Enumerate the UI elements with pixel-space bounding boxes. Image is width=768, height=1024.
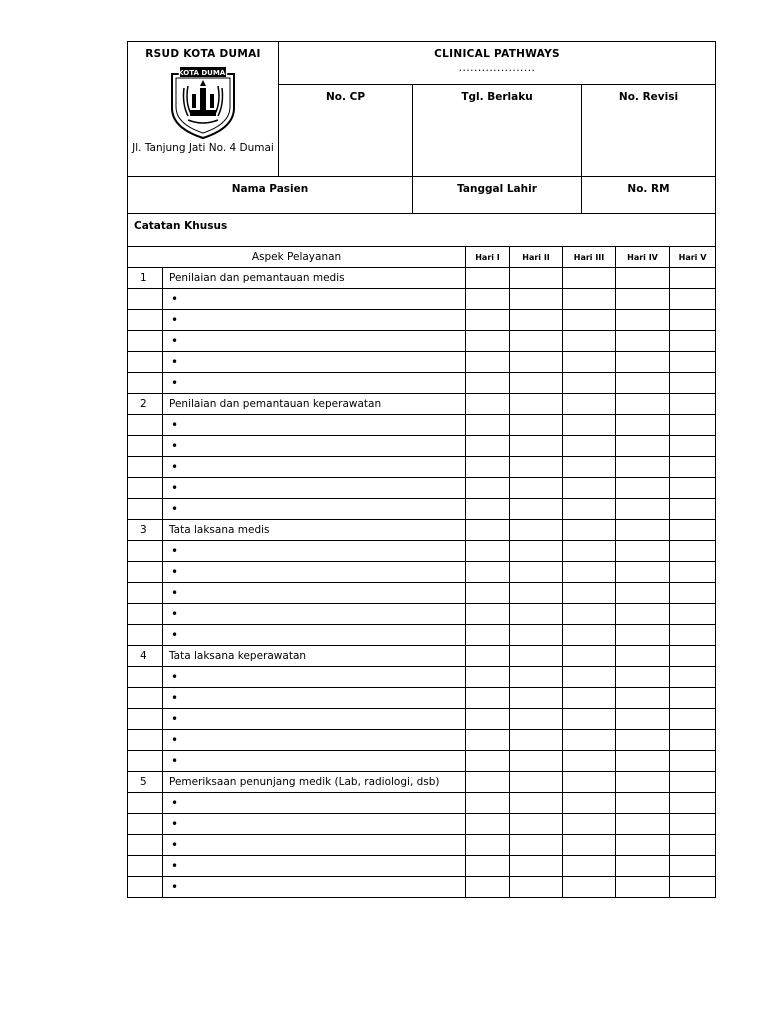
logo-text: KOTA DUMAI [178,69,228,77]
day-cell[interactable] [563,793,616,814]
bullet-row [128,835,716,856]
bullet-row [128,541,716,562]
day-cell[interactable] [466,793,510,814]
day-cell[interactable] [670,646,716,667]
day-cell[interactable] [563,562,616,583]
day-cell[interactable] [466,688,510,709]
bullet-row [128,583,716,604]
day-cell[interactable] [616,394,670,415]
empty-number-cell [128,730,163,751]
day-cell[interactable] [510,373,563,394]
day-cell[interactable] [670,541,716,562]
day-cell[interactable] [563,541,616,562]
day-cell[interactable] [616,814,670,835]
bullet-item[interactable] [163,688,466,709]
empty-number-cell [128,688,163,709]
day-cell[interactable] [510,478,563,499]
day-cell[interactable] [466,373,510,394]
bullet-item[interactable] [163,604,466,625]
day-cell[interactable] [563,814,616,835]
day-cell[interactable] [563,457,616,478]
day-cell[interactable] [466,751,510,772]
bullet-marker: • [171,460,179,474]
day-header-1: Hari I [466,247,510,268]
day-cell[interactable] [670,688,716,709]
section-row [128,646,716,667]
day-cell[interactable] [510,583,563,604]
bullet-row [128,415,716,436]
empty-number-cell [128,331,163,352]
form-title: CLINICAL PATHWAYS [434,48,560,60]
bullet-row [128,352,716,373]
day-cell[interactable] [670,499,716,520]
day-cell[interactable] [510,457,563,478]
bullet-item[interactable] [163,562,466,583]
bullet-item[interactable] [163,373,466,394]
day-cell[interactable] [510,667,563,688]
day-cell[interactable] [670,331,716,352]
section-number: 1 [128,268,163,289]
day-cell[interactable] [510,499,563,520]
day-cell[interactable] [670,373,716,394]
day-cell[interactable] [563,289,616,310]
day-cell[interactable] [563,709,616,730]
day-cell[interactable] [616,331,670,352]
day-cell[interactable] [670,793,716,814]
day-cell[interactable] [510,625,563,646]
day-cell[interactable] [466,562,510,583]
day-cell[interactable] [466,730,510,751]
bullet-row [128,667,716,688]
day-cell[interactable] [510,310,563,331]
bullet-marker: • [171,796,179,810]
bullet-marker: • [171,691,179,705]
empty-number-cell [128,436,163,457]
clinical-pathway-form [127,41,715,898]
bullet-marker: • [171,502,179,516]
bullet-marker: • [171,817,179,831]
title-cell [279,42,716,85]
bullet-item[interactable] [163,310,466,331]
day-cell[interactable] [616,667,670,688]
bullet-item[interactable] [163,709,466,730]
day-cell[interactable] [616,520,670,541]
day-header-3: Hari III [563,247,616,268]
bullet-row [128,709,716,730]
day-cell[interactable] [670,877,716,898]
bullet-item[interactable] [163,289,466,310]
empty-number-cell [128,625,163,646]
day-cell[interactable] [616,373,670,394]
day-cell[interactable] [466,835,510,856]
header-table [127,41,716,247]
catatan-khusus-label: Catatan Khusus [128,214,716,247]
day-cell[interactable] [510,604,563,625]
bullet-row [128,751,716,772]
day-cell[interactable] [670,352,716,373]
bullet-row [128,478,716,499]
day-cell[interactable] [563,583,616,604]
day-cell[interactable] [616,709,670,730]
day-cell[interactable] [670,583,716,604]
day-cell[interactable] [616,478,670,499]
day-cell[interactable] [466,289,510,310]
form-title-dots: .................... [458,62,536,74]
day-cell[interactable] [563,730,616,751]
day-cell[interactable] [670,856,716,877]
bullet-marker: • [171,313,179,327]
day-cell[interactable] [616,604,670,625]
day-cell[interactable] [616,772,670,793]
empty-number-cell [128,877,163,898]
day-cell[interactable] [670,751,716,772]
day-cell[interactable] [466,709,510,730]
aspek-pelayanan-header: Aspek Pelayanan [128,247,466,268]
bullet-marker: • [171,481,179,495]
day-cell[interactable] [563,499,616,520]
day-cell[interactable] [670,394,716,415]
day-cell[interactable] [670,289,716,310]
day-cell[interactable] [466,478,510,499]
section-label: Tata laksana keperawatan [163,646,466,667]
section-label: Pemeriksaan penunjang medik (Lab, radiologi, dsb) [163,772,466,793]
bullet-marker: • [171,733,179,747]
empty-number-cell [128,457,163,478]
day-cell[interactable] [466,436,510,457]
day-cell[interactable] [616,751,670,772]
day-cell[interactable] [670,667,716,688]
day-cell[interactable] [563,625,616,646]
hospital-address: Jl. Tanjung Jati No. 4 Dumai [132,142,274,154]
day-cell[interactable] [466,646,510,667]
empty-number-cell [128,709,163,730]
day-cell[interactable] [510,541,563,562]
bullet-item[interactable] [163,331,466,352]
day-cell[interactable] [466,331,510,352]
empty-number-cell [128,541,163,562]
day-cell[interactable] [616,583,670,604]
day-cell[interactable] [563,856,616,877]
bullet-item[interactable] [163,625,466,646]
day-cell[interactable] [510,646,563,667]
nama-pasien-label: Nama Pasien [128,177,413,214]
section-number: 2 [128,394,163,415]
day-cell[interactable] [563,394,616,415]
bullet-row [128,331,716,352]
day-cell[interactable] [616,436,670,457]
day-cell[interactable] [510,814,563,835]
day-cell[interactable] [563,667,616,688]
day-cell[interactable] [616,352,670,373]
day-cell[interactable] [466,814,510,835]
bullet-marker: • [171,754,179,768]
day-cell[interactable] [670,604,716,625]
day-cell[interactable] [563,415,616,436]
day-cell[interactable] [616,415,670,436]
day-cell[interactable] [510,688,563,709]
empty-number-cell [128,604,163,625]
bullet-item[interactable] [163,499,466,520]
day-cell[interactable] [563,688,616,709]
day-cell[interactable] [616,646,670,667]
day-cell[interactable] [510,709,563,730]
bullet-item[interactable] [163,352,466,373]
bullet-row [128,499,716,520]
bullet-marker: • [171,859,179,873]
day-cell[interactable] [510,877,563,898]
day-cell[interactable] [670,520,716,541]
empty-number-cell [128,352,163,373]
day-cell[interactable] [563,604,616,625]
day-cell[interactable] [510,772,563,793]
bullet-row [128,625,716,646]
day-cell[interactable] [563,352,616,373]
day-cell[interactable] [616,835,670,856]
day-cell[interactable] [510,268,563,289]
empty-number-cell [128,499,163,520]
day-cell[interactable] [466,268,510,289]
day-cell[interactable] [510,394,563,415]
day-cell[interactable] [670,814,716,835]
bullet-marker: • [171,628,179,642]
bullet-marker: • [171,880,179,894]
bullet-item[interactable] [163,835,466,856]
bullet-row [128,814,716,835]
day-cell[interactable] [616,856,670,877]
day-cell[interactable] [563,331,616,352]
bullet-row [128,856,716,877]
section-label: Penilaian dan pemantauan medis [163,268,466,289]
day-cell[interactable] [563,373,616,394]
day-cell[interactable] [466,520,510,541]
day-cell[interactable] [616,625,670,646]
day-cell[interactable] [510,835,563,856]
day-cell[interactable] [563,478,616,499]
bullet-row [128,310,716,331]
day-cell[interactable] [466,667,510,688]
day-cell[interactable] [670,310,716,331]
day-cell[interactable] [466,772,510,793]
empty-number-cell [128,478,163,499]
day-cell[interactable] [563,835,616,856]
bullet-item[interactable] [163,856,466,877]
day-cell[interactable] [466,499,510,520]
empty-number-cell [128,793,163,814]
day-header-4: Hari IV [616,247,670,268]
bullet-row [128,877,716,898]
bullet-item[interactable] [163,793,466,814]
day-cell[interactable] [510,730,563,751]
day-cell[interactable] [466,352,510,373]
day-cell[interactable] [670,478,716,499]
day-cell[interactable] [616,541,670,562]
bullet-row [128,289,716,310]
day-cell[interactable] [510,415,563,436]
tanggal-lahir-label: Tanggal Lahir [413,177,582,214]
day-cell[interactable] [510,856,563,877]
day-cell[interactable] [466,457,510,478]
city-emblem-icon [166,64,240,140]
bullet-marker: • [171,565,179,579]
day-cell[interactable] [466,625,510,646]
day-cell[interactable] [510,352,563,373]
empty-number-cell [128,751,163,772]
day-cell[interactable] [563,751,616,772]
day-cell[interactable] [616,457,670,478]
bullet-marker: • [171,418,179,432]
day-cell[interactable] [616,289,670,310]
bullet-row [128,436,716,457]
day-cell[interactable] [466,415,510,436]
empty-number-cell [128,289,163,310]
bullet-item[interactable] [163,730,466,751]
bullet-item[interactable] [163,478,466,499]
day-cell[interactable] [616,730,670,751]
empty-number-cell [128,415,163,436]
bullet-marker: • [171,670,179,684]
day-cell[interactable] [563,877,616,898]
bullet-marker: • [171,376,179,390]
bullet-item[interactable] [163,814,466,835]
section-label: Penilaian dan pemantauan keperawatan [163,394,466,415]
section-number: 5 [128,772,163,793]
day-cell[interactable] [510,436,563,457]
day-cell[interactable] [466,877,510,898]
day-cell[interactable] [670,436,716,457]
bullet-marker: • [171,292,179,306]
section-row [128,268,716,289]
section-row [128,520,716,541]
tgl-berlaku-label: Tgl. Berlaku [413,85,582,177]
day-cell[interactable] [466,604,510,625]
bullet-item[interactable] [163,457,466,478]
day-cell[interactable] [510,520,563,541]
empty-number-cell [128,310,163,331]
day-cell[interactable] [510,793,563,814]
bullet-item[interactable] [163,877,466,898]
day-cell[interactable] [670,835,716,856]
day-cell[interactable] [563,646,616,667]
hospital-cell [128,42,279,177]
bullet-marker: • [171,334,179,348]
day-cell[interactable] [510,562,563,583]
day-cell[interactable] [563,520,616,541]
day-cell[interactable] [466,541,510,562]
day-cell[interactable] [563,310,616,331]
day-header-2: Hari II [510,247,563,268]
day-cell[interactable] [510,331,563,352]
bullet-item[interactable] [163,751,466,772]
empty-number-cell [128,373,163,394]
bullet-row [128,457,716,478]
day-cell[interactable] [670,268,716,289]
section-row [128,772,716,793]
bullet-row [128,730,716,751]
service-aspects-table [127,247,716,898]
bullet-marker: • [171,586,179,600]
bullet-row [128,373,716,394]
bullet-marker: • [171,439,179,453]
bullet-item[interactable] [163,541,466,562]
empty-number-cell [128,667,163,688]
day-cell[interactable] [616,793,670,814]
day-cell[interactable] [466,583,510,604]
empty-number-cell [128,835,163,856]
day-cell[interactable] [466,310,510,331]
day-cell[interactable] [616,268,670,289]
bullet-row [128,562,716,583]
bullet-row [128,604,716,625]
bullet-item[interactable] [163,583,466,604]
day-cell[interactable] [616,688,670,709]
no-rm-label: No. RM [582,177,716,214]
day-cell[interactable] [510,751,563,772]
table-header-row [128,247,716,268]
day-header-5: Hari V [670,247,716,268]
bullet-marker: • [171,712,179,726]
section-number: 4 [128,646,163,667]
day-cell[interactable] [670,562,716,583]
day-cell[interactable] [510,289,563,310]
day-cell[interactable] [563,268,616,289]
bullet-item[interactable] [163,415,466,436]
bullet-marker: • [171,544,179,558]
day-cell[interactable] [466,394,510,415]
empty-number-cell [128,814,163,835]
bullet-row [128,688,716,709]
bullet-row [128,793,716,814]
bullet-marker: • [171,355,179,369]
empty-number-cell [128,583,163,604]
bullet-item[interactable] [163,436,466,457]
day-cell[interactable] [670,415,716,436]
day-cell[interactable] [670,772,716,793]
no-cp-label: No. CP [279,85,413,177]
empty-number-cell [128,856,163,877]
hospital-name: RSUD KOTA DUMAI [145,48,261,60]
day-cell[interactable] [670,730,716,751]
day-cell[interactable] [466,856,510,877]
bullet-marker: • [171,838,179,852]
day-cell[interactable] [563,436,616,457]
day-cell[interactable] [616,877,670,898]
empty-number-cell [128,562,163,583]
section-number: 3 [128,520,163,541]
bullet-marker: • [171,607,179,621]
no-revisi-label: No. Revisi [582,85,716,177]
day-cell[interactable] [670,709,716,730]
day-cell[interactable] [670,457,716,478]
day-cell[interactable] [670,625,716,646]
bullet-item[interactable] [163,667,466,688]
section-label: Tata laksana medis [163,520,466,541]
day-cell[interactable] [563,772,616,793]
day-cell[interactable] [616,499,670,520]
section-row [128,394,716,415]
day-cell[interactable] [616,310,670,331]
day-cell[interactable] [616,562,670,583]
